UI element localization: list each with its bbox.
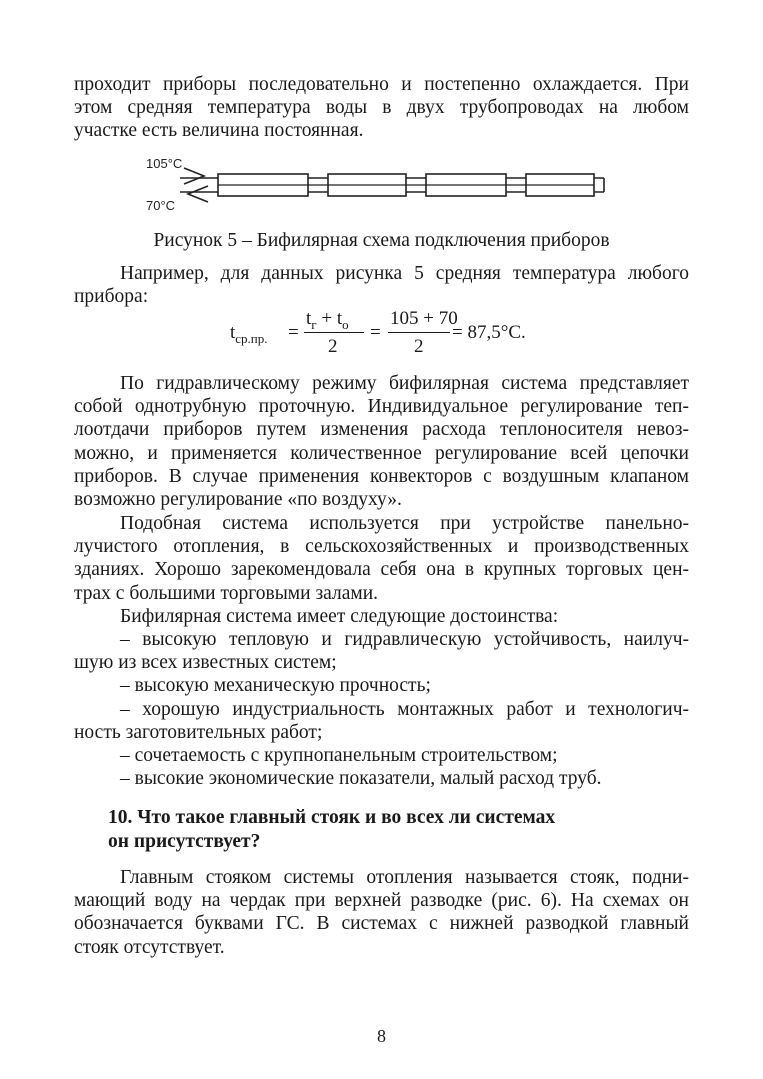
supply-temperature-label: 105°C bbox=[146, 156, 183, 171]
text-line: Например, для данных рисунка 5 средняя температура любого bbox=[120, 263, 689, 284]
list-item-continuation: шую из всех известных систем; bbox=[74, 652, 337, 674]
text-line: лучистого отопления, в сельскохозяйственных и производственных bbox=[74, 536, 689, 558]
bifilar-scheme-figure bbox=[140, 154, 620, 223]
list-item: – хорошую индустриальность монтажных работ и технологич- bbox=[120, 698, 689, 720]
heading-line: 10. Что такое главный стояк и во всех ли системах bbox=[108, 807, 556, 828]
text-line: возможно регулирование «по воздуху». bbox=[74, 489, 402, 511]
list-item: – сочетаемость с крупнопанельным строительством; bbox=[120, 745, 558, 767]
return-temperature-label: 70°C bbox=[146, 198, 176, 213]
text-line: стояк отсутствует. bbox=[74, 936, 225, 958]
advantages-list bbox=[74, 628, 689, 790]
fraction-bar bbox=[304, 332, 364, 333]
paragraph-1 bbox=[74, 73, 689, 143]
text-line: проходит приборы последовательно и постепенно охлаждается. При bbox=[74, 74, 689, 95]
formula-result: = 87,5°C. bbox=[452, 322, 526, 343]
figure-caption: Рисунок 5 – Бифилярная схема подключения приборов bbox=[153, 230, 610, 251]
text-line: Главным стояком системы отопления называется стояк, подни- bbox=[120, 867, 689, 888]
paragraph-4 bbox=[74, 512, 689, 605]
paragraph-6 bbox=[74, 866, 689, 959]
heading-line: он присутствует? bbox=[108, 831, 261, 852]
text-line: этом средняя температура воды в двух трубопроводах на любом bbox=[74, 97, 689, 119]
text-line: По гидравлическому режиму бифилярная система представляет bbox=[120, 373, 689, 394]
formula-numerator-2: 105 + 70 bbox=[390, 308, 458, 329]
list-item: – высокую механическую прочность; bbox=[120, 675, 431, 697]
text-line: участке есть величина постоянная. bbox=[74, 120, 364, 142]
text-line: можно, и применяется количественное регулирование всей цепочки bbox=[74, 442, 689, 464]
bifilar-scheme-diagram bbox=[140, 154, 620, 218]
paragraph-3 bbox=[74, 372, 689, 511]
fraction-bar bbox=[388, 332, 450, 333]
text-line: трах с большими торговыми залами. bbox=[74, 582, 379, 604]
text-line: прибора: bbox=[74, 286, 149, 308]
text-line: Подобная система используется при устройстве панельно- bbox=[120, 513, 689, 534]
text-line: зданиях. Хорошо зарекомендовала себя она в крупных торговых цен- bbox=[74, 559, 689, 581]
formula-equals: = bbox=[370, 322, 381, 343]
formula-denominator-1: 2 bbox=[328, 336, 338, 357]
text-line: собой однотрубную проточную. Индивидуальное регулирование теп- bbox=[74, 396, 689, 418]
text-line: мающий воду на чердак при верхней разводке (рис. 6). На схемах он bbox=[74, 890, 689, 912]
list-item: – высокую тепловую и гидравлическую устойчивость, наилуч- bbox=[120, 629, 689, 650]
formula-lhs: $t_{ср.пр.}$ bbox=[230, 322, 268, 346]
text-line: лоотдачи приборов путем изменения расхода теплоносителя невоз- bbox=[74, 419, 689, 441]
text-line: Бифилярная система имеет следующие достоинства: bbox=[120, 606, 559, 627]
list-item-continuation: ность заготовительных работ; bbox=[74, 721, 323, 743]
formula-numerator-1: $t_г + t_о$ bbox=[306, 308, 349, 332]
paragraph-5 bbox=[74, 605, 689, 628]
page-number: 8 bbox=[377, 1026, 386, 1046]
formula-equals: = bbox=[288, 322, 299, 343]
inflow-arrow-icon bbox=[184, 168, 204, 184]
text-line: обозначается буквами ГС. В системах с нижней разводкой главный bbox=[74, 913, 689, 935]
section-heading bbox=[108, 806, 668, 854]
list-item: – высокие экономические показатели, малый расход труб. bbox=[120, 768, 602, 790]
formula-denominator-2: 2 bbox=[414, 336, 424, 357]
paragraph-2 bbox=[74, 262, 689, 308]
text-line: приборов. В случае применения конвекторов с воздушным клапаном bbox=[74, 465, 689, 487]
outflow-arrow-icon bbox=[188, 186, 208, 202]
